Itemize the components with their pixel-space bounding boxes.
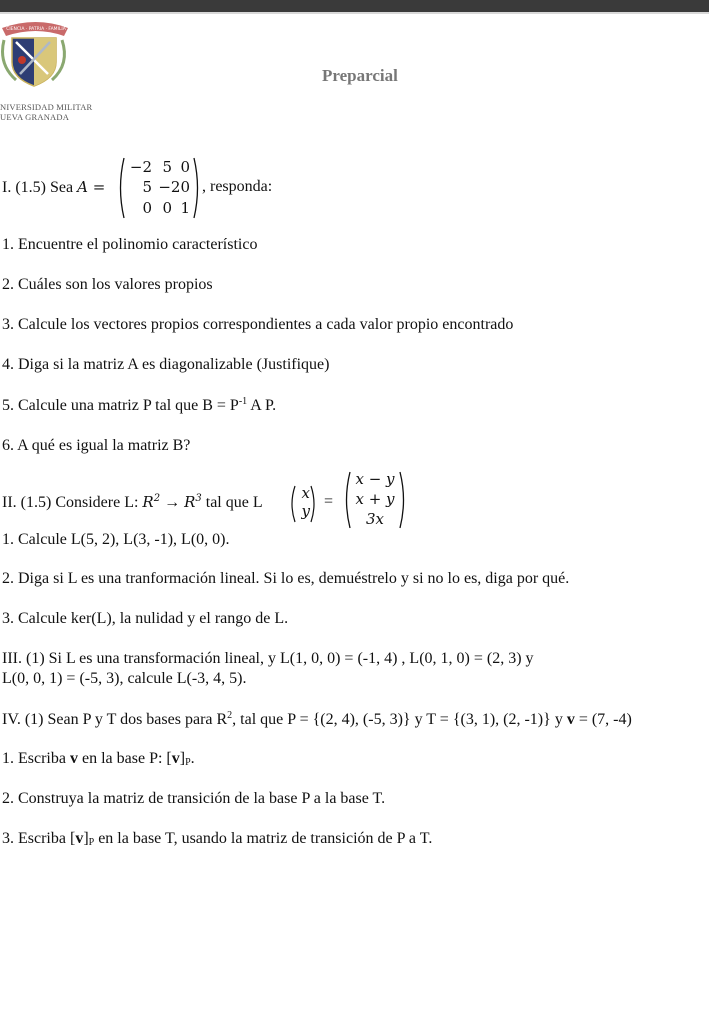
q2-vout-2: 3x xyxy=(365,510,384,528)
q2-vin-1: y xyxy=(301,502,310,520)
q1-item-4: 4. Diga si la matriz A es diagonalizable (Justifique) xyxy=(2,356,330,373)
q1-m02: 0 xyxy=(180,158,190,176)
q2-prefix: II. (1.5) Considere L: xyxy=(2,494,139,511)
q2-domain: $R^2$ xyxy=(142,493,161,511)
university-logo xyxy=(0,16,93,122)
left-paren-icon xyxy=(116,156,126,220)
university-name xyxy=(0,102,93,122)
q4-item-2: 2. Construya la matriz de transición de la base P a la base T. xyxy=(2,790,386,807)
q1-m22: 1 xyxy=(180,199,190,217)
q1-item-3: 3. Calcule los vectores propios correspondientes a cada valor propio encontrado xyxy=(2,316,514,333)
top-bar xyxy=(0,0,709,12)
q2-vout-1: x + y xyxy=(355,490,395,508)
q1-symbol: A = xyxy=(77,178,106,196)
q1-m21: 0 xyxy=(162,199,172,217)
q2-item-2: 2. Diga si L es una tranformación lineal. Si lo es, demuéstrelo y si no lo es, diga por qué. xyxy=(2,570,570,587)
q1-item-2: 2. Cuáles son los valores propios xyxy=(2,276,213,293)
q1-m00: −2 xyxy=(129,158,152,176)
q3-line-2: L(0, 0, 1) = (-5, 3), calcule L(-3, 4, 5). xyxy=(2,670,247,687)
q1-item-5-tail: A P. xyxy=(247,397,277,414)
q1-item-5-text: 5. Calcule una matriz P tal que B = P xyxy=(2,397,239,414)
logo-line-1: NIVERSIDAD MILITAR xyxy=(0,102,93,112)
right-paren-icon xyxy=(398,470,408,530)
q1-m01: 5 xyxy=(162,158,172,176)
q2-intro xyxy=(2,492,263,513)
q1-m10: 5 xyxy=(142,178,152,196)
crest-icon xyxy=(0,16,72,96)
q1-intro xyxy=(2,177,105,198)
q2-arrow: → xyxy=(164,494,181,511)
left-paren-icon xyxy=(342,470,352,530)
top-divider xyxy=(0,12,709,14)
q1-suffix: , responda: xyxy=(202,178,273,195)
right-paren-icon xyxy=(310,484,318,524)
q2-output-vector xyxy=(342,470,408,532)
q2-equals: = xyxy=(324,493,334,510)
q2-vin-0: x xyxy=(301,484,310,502)
q1-item-5-sup: -1 xyxy=(238,396,248,407)
q1-m11: −20 xyxy=(158,178,190,196)
q2-input-vector xyxy=(288,484,322,528)
q2-mid: tal que L xyxy=(205,494,263,511)
q2-vout-0: x − y xyxy=(355,470,395,488)
q1-m20: 0 xyxy=(142,199,152,217)
page-title: Preparcial xyxy=(322,66,398,85)
q1-item-6: 6. A qué es igual la matriz B? xyxy=(2,437,191,454)
q3-line-1: III. (1) Si L es una transformación lineal, y L(1, 0, 0) = (-1, 4) , L(0, 1, 0) = (2, 3) y xyxy=(2,650,534,667)
q2-item-3: 3. Calcule ker(L), la nulidad y el rango de L. xyxy=(2,610,289,627)
q1-item-5 xyxy=(2,396,276,416)
left-paren-icon xyxy=(288,484,296,524)
q2-codomain: $R^3$ xyxy=(184,493,202,511)
logo-banner-text: CIENCIA · PATRIA · FAMILIA xyxy=(6,27,66,32)
q2-item-1: 1. Calcule L(5, 2), L(3, -1), L(0, 0). xyxy=(2,531,230,548)
logo-line-2: UEVA GRANADA xyxy=(0,112,70,122)
q1-prefix: I. (1.5) Sea xyxy=(2,179,74,196)
q1-item-1: 1. Encuentre el polinomio característico xyxy=(2,236,258,253)
q4-intro: IV. (1) Sean P y T dos bases para $R^2$, tal que P = {(2, 4), (-5, 3)} y T = {(3, 1), (2, -1)} y v = (7, -4) xyxy=(2,710,632,728)
right-paren-icon xyxy=(192,156,202,220)
q4-item-3: 3. Escriba $[v]_P$ en la base T, usando la matriz de transición de P a T. xyxy=(2,830,433,848)
q4-item-1: 1. Escriba v en la base P: $[v]_P$. xyxy=(2,750,195,768)
q1-matrix xyxy=(116,156,204,220)
